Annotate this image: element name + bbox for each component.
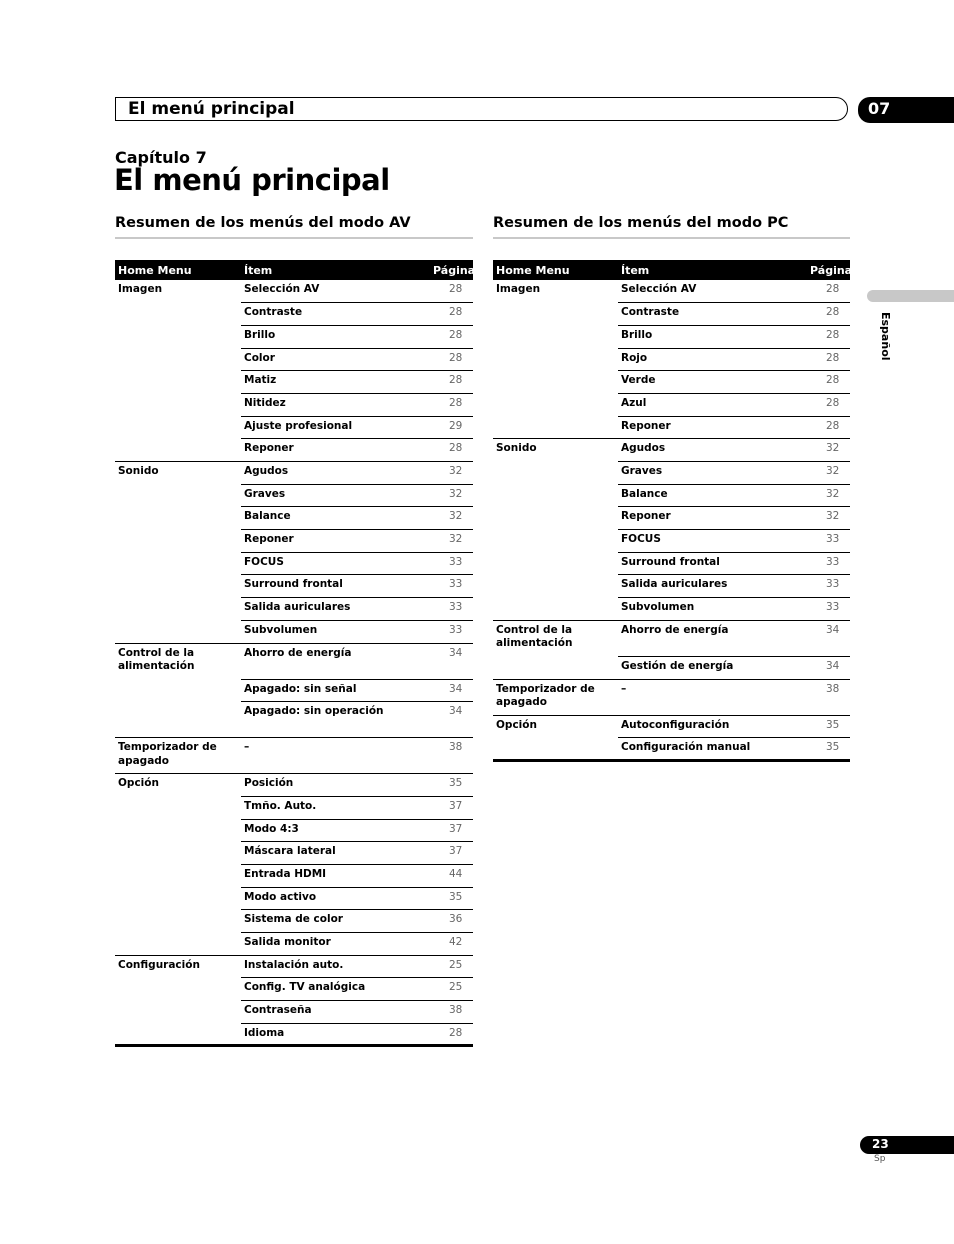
page-reference: 28 bbox=[449, 283, 463, 295]
page-reference: 34 bbox=[778, 620, 850, 656]
menu-category: Configuración bbox=[115, 955, 241, 1046]
page-reference: 28 bbox=[401, 371, 473, 394]
page-reference: 34 bbox=[401, 679, 473, 702]
table-row bbox=[493, 439, 850, 462]
table-row bbox=[115, 738, 473, 774]
column-header-home-menu: Home Menu bbox=[115, 260, 241, 280]
page-reference: 32 bbox=[778, 439, 850, 462]
menu-item: Salida auriculares bbox=[241, 598, 401, 621]
table-row bbox=[493, 679, 850, 715]
table-row bbox=[115, 774, 473, 797]
menu-item: Agudos bbox=[241, 462, 401, 485]
page-reference: 32 bbox=[401, 484, 473, 507]
page-title: El menú principal bbox=[114, 163, 390, 197]
menu-item: Selección AV bbox=[621, 283, 697, 295]
page-reference: 33 bbox=[401, 552, 473, 575]
menu-item: – bbox=[618, 679, 778, 715]
menu-category: Temporizador de apagado bbox=[493, 679, 618, 715]
page-reference: 38 bbox=[778, 679, 850, 715]
menu-category: Control de la alimentación bbox=[115, 643, 241, 738]
page-reference: 32 bbox=[401, 507, 473, 530]
menu-category: Opción bbox=[115, 774, 241, 956]
menu-item: Selección AV bbox=[244, 283, 320, 295]
menu-item: Apagado: sin señal bbox=[241, 679, 401, 702]
page-reference: 28 bbox=[778, 325, 850, 348]
page-reference: 34 bbox=[778, 656, 850, 679]
menu-item: Color bbox=[241, 348, 401, 371]
page-reference: 28 bbox=[778, 371, 850, 394]
menu-category: Sonido bbox=[115, 462, 241, 644]
menu-item: Config. TV analógica bbox=[241, 978, 401, 1001]
av-menu-table bbox=[115, 260, 476, 1047]
menu-item: Sistema de color bbox=[241, 910, 401, 933]
menu-item: Subvolumen bbox=[241, 620, 401, 643]
menu-item: Brillo bbox=[618, 325, 778, 348]
menu-item: Reponer bbox=[241, 530, 401, 553]
page-reference: 28 bbox=[401, 303, 473, 326]
chapter-label: Capítulo 7 bbox=[115, 148, 207, 167]
page-reference: 29 bbox=[401, 416, 473, 439]
page-reference: 35 bbox=[778, 715, 850, 738]
menu-item: FOCUS bbox=[618, 530, 778, 553]
menu-item: Tmño. Auto. bbox=[241, 796, 401, 819]
menu-item: Rojo bbox=[618, 348, 778, 371]
menu-item: Brillo bbox=[241, 325, 401, 348]
menu-item: Balance bbox=[241, 507, 401, 530]
table-row bbox=[115, 955, 473, 978]
menu-item: Posición bbox=[241, 774, 401, 797]
page-reference: 34 bbox=[401, 643, 473, 679]
page-reference: 35 bbox=[401, 774, 473, 797]
menu-item: Graves bbox=[241, 484, 401, 507]
table-bottom-rule bbox=[115, 1046, 473, 1048]
table-header-row bbox=[115, 260, 473, 280]
page-reference: 37 bbox=[401, 842, 473, 865]
table-row bbox=[493, 715, 850, 738]
menu-item: Ahorro de energía bbox=[618, 620, 778, 656]
menu-item: Nitidez bbox=[241, 393, 401, 416]
menu-item: Idioma bbox=[241, 1023, 401, 1046]
page-reference: 36 bbox=[401, 910, 473, 933]
menu-item: Salida auriculares bbox=[618, 575, 778, 598]
table-header-row bbox=[493, 260, 850, 280]
page-reference: 35 bbox=[778, 738, 850, 761]
column-header-item: Ítem bbox=[618, 260, 778, 280]
menu-item: – bbox=[241, 738, 401, 774]
page-reference: 33 bbox=[778, 598, 850, 621]
menu-item: Verde bbox=[618, 371, 778, 394]
pc-section-heading: Resumen de los menús del modo PC bbox=[493, 215, 850, 239]
menu-category: Imagen bbox=[118, 283, 163, 295]
menu-item: Contraseña bbox=[241, 1001, 401, 1024]
page-reference: 33 bbox=[778, 575, 850, 598]
table-row bbox=[493, 280, 850, 303]
page-reference: 32 bbox=[401, 462, 473, 485]
page-reference: 32 bbox=[778, 507, 850, 530]
page-reference: 25 bbox=[401, 955, 473, 978]
menu-category: Temporizador de apagado bbox=[115, 738, 241, 774]
page-reference: 33 bbox=[401, 620, 473, 643]
chapter-tab bbox=[858, 97, 954, 123]
menu-item: Agudos bbox=[618, 439, 778, 462]
page-reference: 33 bbox=[401, 598, 473, 621]
menu-item: Surround frontal bbox=[241, 575, 401, 598]
page-reference: 32 bbox=[778, 462, 850, 485]
menu-category: Sonido bbox=[493, 439, 618, 621]
menu-item: Autoconfiguración bbox=[618, 715, 778, 738]
menu-item: Ajuste profesional bbox=[241, 416, 401, 439]
menu-item: Entrada HDMI bbox=[241, 864, 401, 887]
menu-item: Gestión de energía bbox=[618, 656, 778, 679]
page-reference: 32 bbox=[778, 484, 850, 507]
page-reference: 28 bbox=[778, 393, 850, 416]
av-section-heading: Resumen de los menús del modo AV bbox=[115, 215, 473, 239]
table-row bbox=[493, 620, 850, 656]
menu-item: Modo 4:3 bbox=[241, 819, 401, 842]
page-reference: 28 bbox=[778, 416, 850, 439]
chapter-number: 07 bbox=[868, 99, 891, 118]
page-reference: 28 bbox=[401, 325, 473, 348]
page-number-tab bbox=[860, 1136, 954, 1154]
language-code: Sp bbox=[874, 1154, 886, 1164]
column-header-page: Página bbox=[778, 260, 850, 280]
page-reference: 28 bbox=[401, 348, 473, 371]
page-reference: 28 bbox=[826, 283, 840, 295]
page-reference: 33 bbox=[778, 552, 850, 575]
page-number: 23 bbox=[872, 1137, 889, 1151]
column-header-item: Ítem bbox=[241, 260, 401, 280]
menu-item: Surround frontal bbox=[618, 552, 778, 575]
menu-item: Ahorro de energía bbox=[241, 643, 401, 679]
page-reference: 38 bbox=[401, 738, 473, 774]
menu-item: Contraste bbox=[618, 303, 778, 326]
page-reference: 32 bbox=[401, 530, 473, 553]
menu-item: Instalación auto. bbox=[241, 955, 401, 978]
menu-item: Subvolumen bbox=[618, 598, 778, 621]
table-bottom-rule bbox=[493, 760, 850, 762]
page-reference: 42 bbox=[401, 933, 473, 956]
menu-item: Graves bbox=[618, 462, 778, 485]
page-reference: 34 bbox=[401, 702, 473, 738]
menu-category: Imagen bbox=[496, 283, 541, 295]
menu-item: FOCUS bbox=[241, 552, 401, 575]
header-bar bbox=[115, 97, 848, 121]
page-reference: 37 bbox=[401, 796, 473, 819]
table-row bbox=[115, 280, 473, 303]
menu-item: Apagado: sin operación bbox=[241, 702, 401, 738]
page-reference: 28 bbox=[401, 439, 473, 462]
menu-item: Máscara lateral bbox=[241, 842, 401, 865]
menu-item: Matiz bbox=[241, 371, 401, 394]
menu-category: Opción bbox=[493, 715, 618, 760]
page-reference: 38 bbox=[401, 1001, 473, 1024]
page-reference: 33 bbox=[778, 530, 850, 553]
page-reference: 33 bbox=[401, 575, 473, 598]
language-label: Español bbox=[879, 312, 892, 361]
menu-item: Salida monitor bbox=[241, 933, 401, 956]
page-reference: 28 bbox=[778, 348, 850, 371]
menu-item: Azul bbox=[618, 393, 778, 416]
menu-item: Contraste bbox=[241, 303, 401, 326]
page-reference: 25 bbox=[401, 978, 473, 1001]
column-header-page: Página bbox=[401, 260, 473, 280]
page-reference: 28 bbox=[778, 303, 850, 326]
language-side-tab bbox=[867, 290, 954, 302]
table-row bbox=[115, 643, 473, 679]
table-row bbox=[115, 462, 473, 485]
menu-item: Reponer bbox=[618, 507, 778, 530]
menu-category: Control de la alimentación bbox=[493, 620, 618, 679]
page-reference: 35 bbox=[401, 887, 473, 910]
menu-item: Reponer bbox=[618, 416, 778, 439]
menu-item: Balance bbox=[618, 484, 778, 507]
page-reference: 28 bbox=[401, 1023, 473, 1046]
pc-menu-table bbox=[493, 260, 853, 762]
column-header-home-menu: Home Menu bbox=[493, 260, 618, 280]
menu-item: Configuración manual bbox=[618, 738, 778, 761]
page-reference: 37 bbox=[401, 819, 473, 842]
menu-item: Modo activo bbox=[241, 887, 401, 910]
page-reference: 28 bbox=[401, 393, 473, 416]
menu-item: Reponer bbox=[241, 439, 401, 462]
header-title: El menú principal bbox=[128, 99, 295, 119]
page-reference: 44 bbox=[401, 864, 473, 887]
